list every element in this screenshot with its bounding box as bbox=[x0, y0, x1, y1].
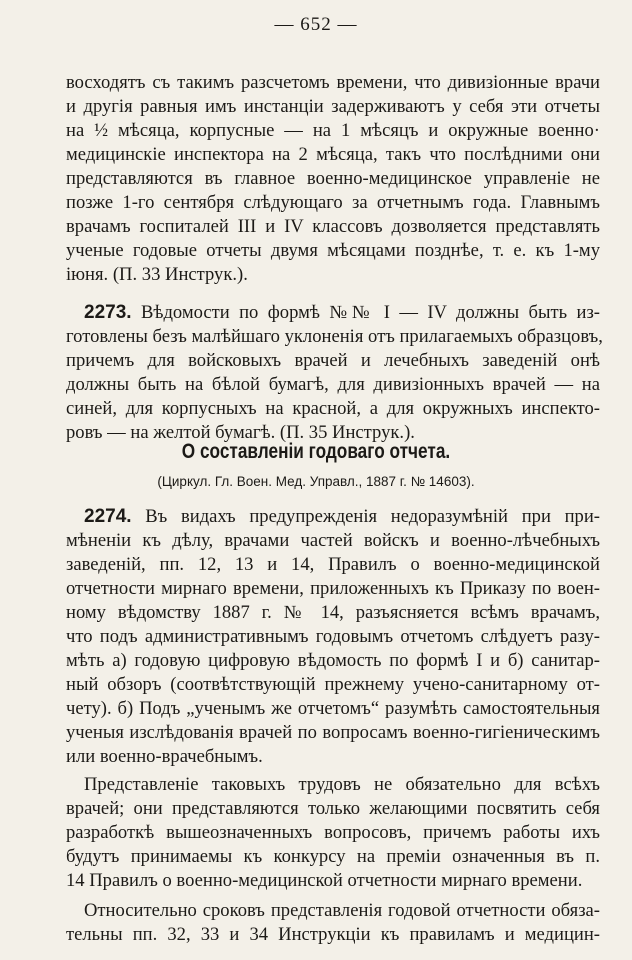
text-line: мѣть а) годовую цифровую вѣдомость по формѣ I и б) санитар- bbox=[66, 650, 600, 671]
text-line: Представленіе таковыхъ трудовъ не обязательно для всѣхъ bbox=[84, 774, 600, 795]
text-line: на ½ мѣсяца, корпусные — на 1 мѣсяцъ и окружные военно· bbox=[66, 120, 600, 141]
text-line: заведеній, пп. 12, 13 и 14, Правилъ о военно-медицинской bbox=[66, 554, 600, 575]
text-line: что подъ административнымъ годовымъ отчетомъ слѣдуетъ разу- bbox=[66, 626, 600, 647]
text-line: чету). б) Подъ „ученымъ же отчетомъ“ разумѣть самостоятельныя bbox=[66, 698, 600, 719]
paragraph-first-line-text: Вѣдомости по формѣ №№ I — IV должны быть из- bbox=[140, 302, 600, 323]
text-line: ному вѣдомству 1887 г. № 14, разъясняется всѣмъ врачамъ, bbox=[66, 602, 600, 623]
text-line: синей, для корпусныхъ на красной, а для окружныхъ инспекто- bbox=[66, 398, 600, 419]
paragraph-first-line bbox=[84, 302, 600, 324]
paragraph-number: 2273. bbox=[84, 302, 132, 323]
text-line: ный обзоръ (соотвѣтствующій прежнему учено-санитарному от- bbox=[66, 674, 600, 695]
text-line: будутъ принимаемы къ конкурсу на преміи означенныя въ п. bbox=[66, 846, 600, 867]
text-line: восходятъ съ такимъ разсчетомъ времени, что дивизіонные врачи bbox=[66, 72, 600, 93]
text-line: медицинскіе инспектора на 2 мѣсяца, такъ что послѣдними они bbox=[66, 144, 600, 165]
text-line: врачамъ госпиталей III и IV классовъ дозволяется представлять bbox=[66, 216, 600, 237]
text-line: врачей; они представляются только желающими посвятить себя bbox=[66, 798, 600, 819]
text-line: отчетности мирнаго времени, приложенныхъ къ Приказу по воен- bbox=[66, 578, 600, 599]
page-number: — 652 — bbox=[274, 14, 358, 35]
text-line: іюня. (П. 33 Инструк.). bbox=[66, 264, 248, 285]
section-citation: (Циркул. Гл. Воен. Мед. Управл., 1887 г. № 14603). bbox=[157, 474, 475, 489]
text-line: тельны пп. 32, 33 и 34 Инструкціи къ правиламъ и медицин- bbox=[66, 924, 600, 945]
paragraph-number: 2274. bbox=[84, 506, 132, 527]
text-line: и другія равныя имъ инстанціи задерживаютъ у себя эти отчеты bbox=[66, 96, 600, 117]
text-line: ученыя изслѣдованія врачей по вопросамъ военно-гигіеническимъ bbox=[66, 722, 600, 743]
text-line: должны быть на бѣлой бумагѣ, для дивизіонныхъ врачей — на bbox=[66, 374, 600, 395]
text-line: разработкѣ вышеозначенныхъ вопросовъ, причемъ работы ихъ bbox=[66, 822, 600, 843]
text-line: причемъ для войсковыхъ врачей и лечебныхъ заведеній онѣ bbox=[66, 350, 600, 371]
text-line: позже 1-го сентября слѣдующаго за отчетнымъ года. Главнымъ bbox=[66, 192, 600, 213]
section-heading: О составленіи годоваго отчета. bbox=[181, 440, 451, 463]
text-line: Относительно сроковъ представленія годовой отчетности обяза- bbox=[84, 900, 600, 921]
text-line: мѣненіи къ дѣлу, врачами частей войскъ и военно-лѣчебныхъ bbox=[66, 530, 600, 551]
paragraph-first-line bbox=[84, 506, 600, 528]
text-line: ученые годовые отчеты двумя мѣсяцами позднѣе, т. е. къ 1-му bbox=[66, 240, 600, 261]
text-line: ровъ — на желтой бумагѣ. (П. 35 Инструк.). bbox=[66, 422, 415, 443]
text-line: представляются въ главное военно-медицинское управленіе не bbox=[66, 168, 600, 189]
text-line: готовлены безъ малѣйшаго уклоненія отъ прилагаемыхъ образцовъ, bbox=[66, 326, 603, 347]
paragraph-first-line-text: Въ видахъ предупрежденія недоразумѣній при при- bbox=[145, 506, 600, 527]
text-line: или военно-врачебнымъ. bbox=[66, 746, 263, 767]
text-line: 14 Правилъ о военно-медицинской отчетности мирнаго времени. bbox=[66, 870, 583, 891]
